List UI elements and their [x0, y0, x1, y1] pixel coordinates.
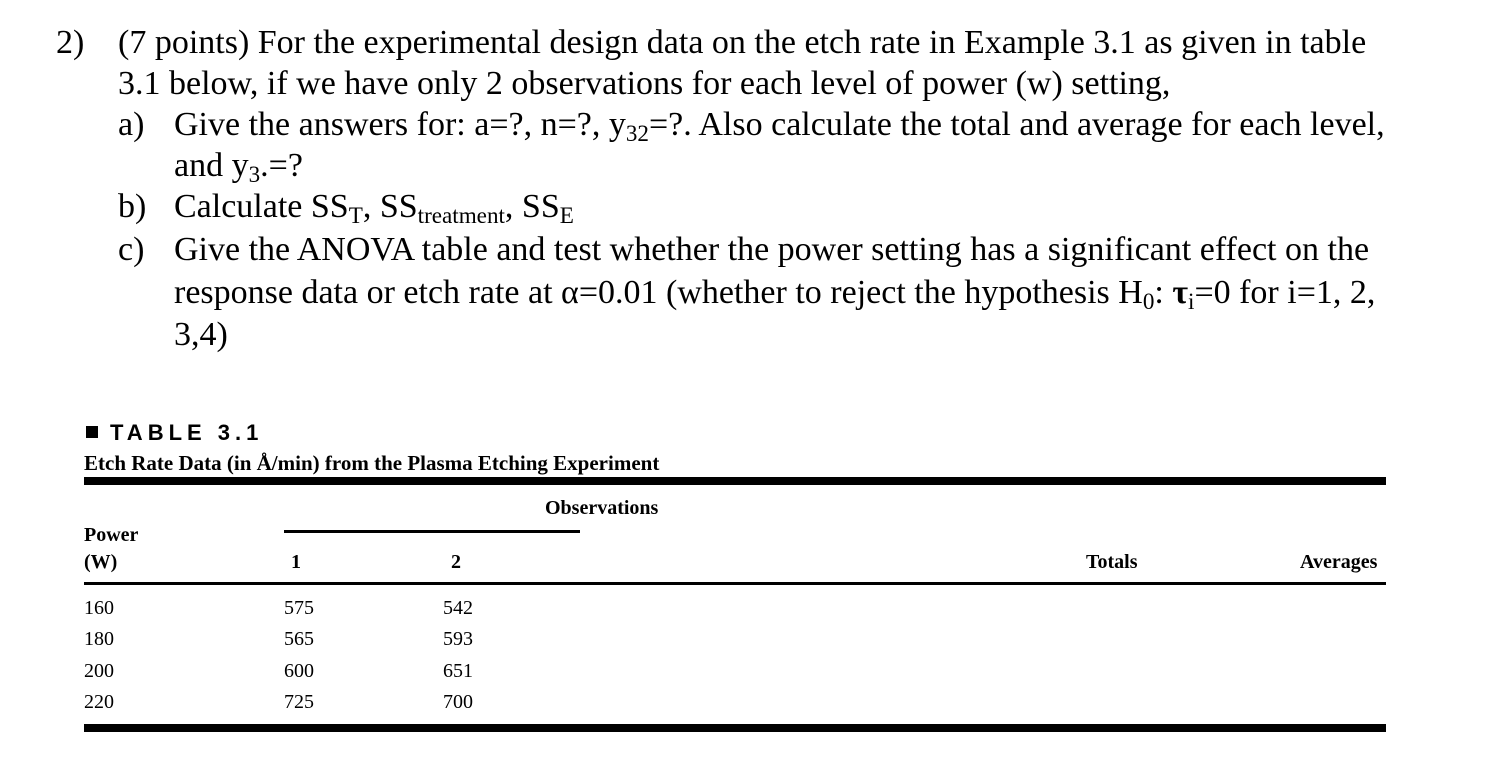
table-header-rule — [84, 582, 1386, 585]
table-top-rule — [84, 477, 1386, 485]
part-a-line-1: Give the answers for: a=?, n=?, $y_{32}=$?. Also calculate the total and average for each level, — [174, 106, 1385, 147]
table-row-160-obs-1: 575 — [284, 597, 314, 619]
table-row-220-obs-1: 725 — [284, 691, 314, 713]
table-row-160-power: 160 — [84, 597, 114, 619]
table-row-180-obs-2: 593 — [443, 628, 473, 650]
question-intro-line-1: (7 points) For the experimental design data on the etch rate in Example 3.1 as given in table — [118, 24, 1367, 61]
table-row-220-power: 220 — [84, 691, 114, 713]
table-row-160-obs-2: 542 — [443, 597, 473, 619]
part-c-line-2: response data or etch rate at α=0.01 (whether to reject the hypothesis $H_0$: $\tau_i=0$ for i=1, 2, — [174, 274, 1376, 315]
table-bottom-rule — [84, 724, 1386, 732]
part-c-line-1: Give the ANOVA table and test whether the power setting has a significant effect on the — [174, 231, 1370, 268]
totals-header: Totals — [1086, 551, 1138, 573]
table-row-200-power: 200 — [84, 660, 114, 682]
square-bullet-icon — [86, 426, 98, 438]
obs-col-1-header: 1 — [291, 551, 301, 573]
part-c-line-3: 3,4) — [174, 316, 228, 353]
observations-header: Observations — [545, 497, 659, 519]
table-label: TABLE 3.1 — [86, 420, 263, 446]
table-row-200-obs-2: 651 — [443, 660, 473, 682]
table-row-200-obs-1: 600 — [284, 660, 314, 682]
question-intro-line-2: 3.1 below, if we have only 2 observations for each level of power (w) setting, — [118, 65, 1171, 102]
part-a-label: a) — [118, 106, 145, 143]
power-header-line-1: Power — [84, 524, 139, 546]
part-a-line-2: and $y_3.=$? — [174, 147, 303, 188]
table-caption: Etch Rate Data (in Å/min) from the Plasma Etching Experiment — [84, 451, 660, 475]
part-b-text: Calculate $SS_T$, $SS_{treatment}$, $SS_E$ — [174, 188, 574, 229]
obs-col-2-header: 2 — [451, 551, 461, 573]
table-row-180-power: 180 — [84, 628, 114, 650]
question-number: 2) — [56, 24, 85, 61]
power-header-line-2: (W) — [84, 551, 118, 573]
part-c-label: c) — [118, 231, 145, 268]
table-row-180-obs-1: 565 — [284, 628, 314, 650]
averages-header: Averages — [1300, 551, 1378, 573]
table-row-220-obs-2: 700 — [443, 691, 473, 713]
part-b-label: b) — [118, 188, 147, 225]
observations-underline — [284, 530, 580, 533]
